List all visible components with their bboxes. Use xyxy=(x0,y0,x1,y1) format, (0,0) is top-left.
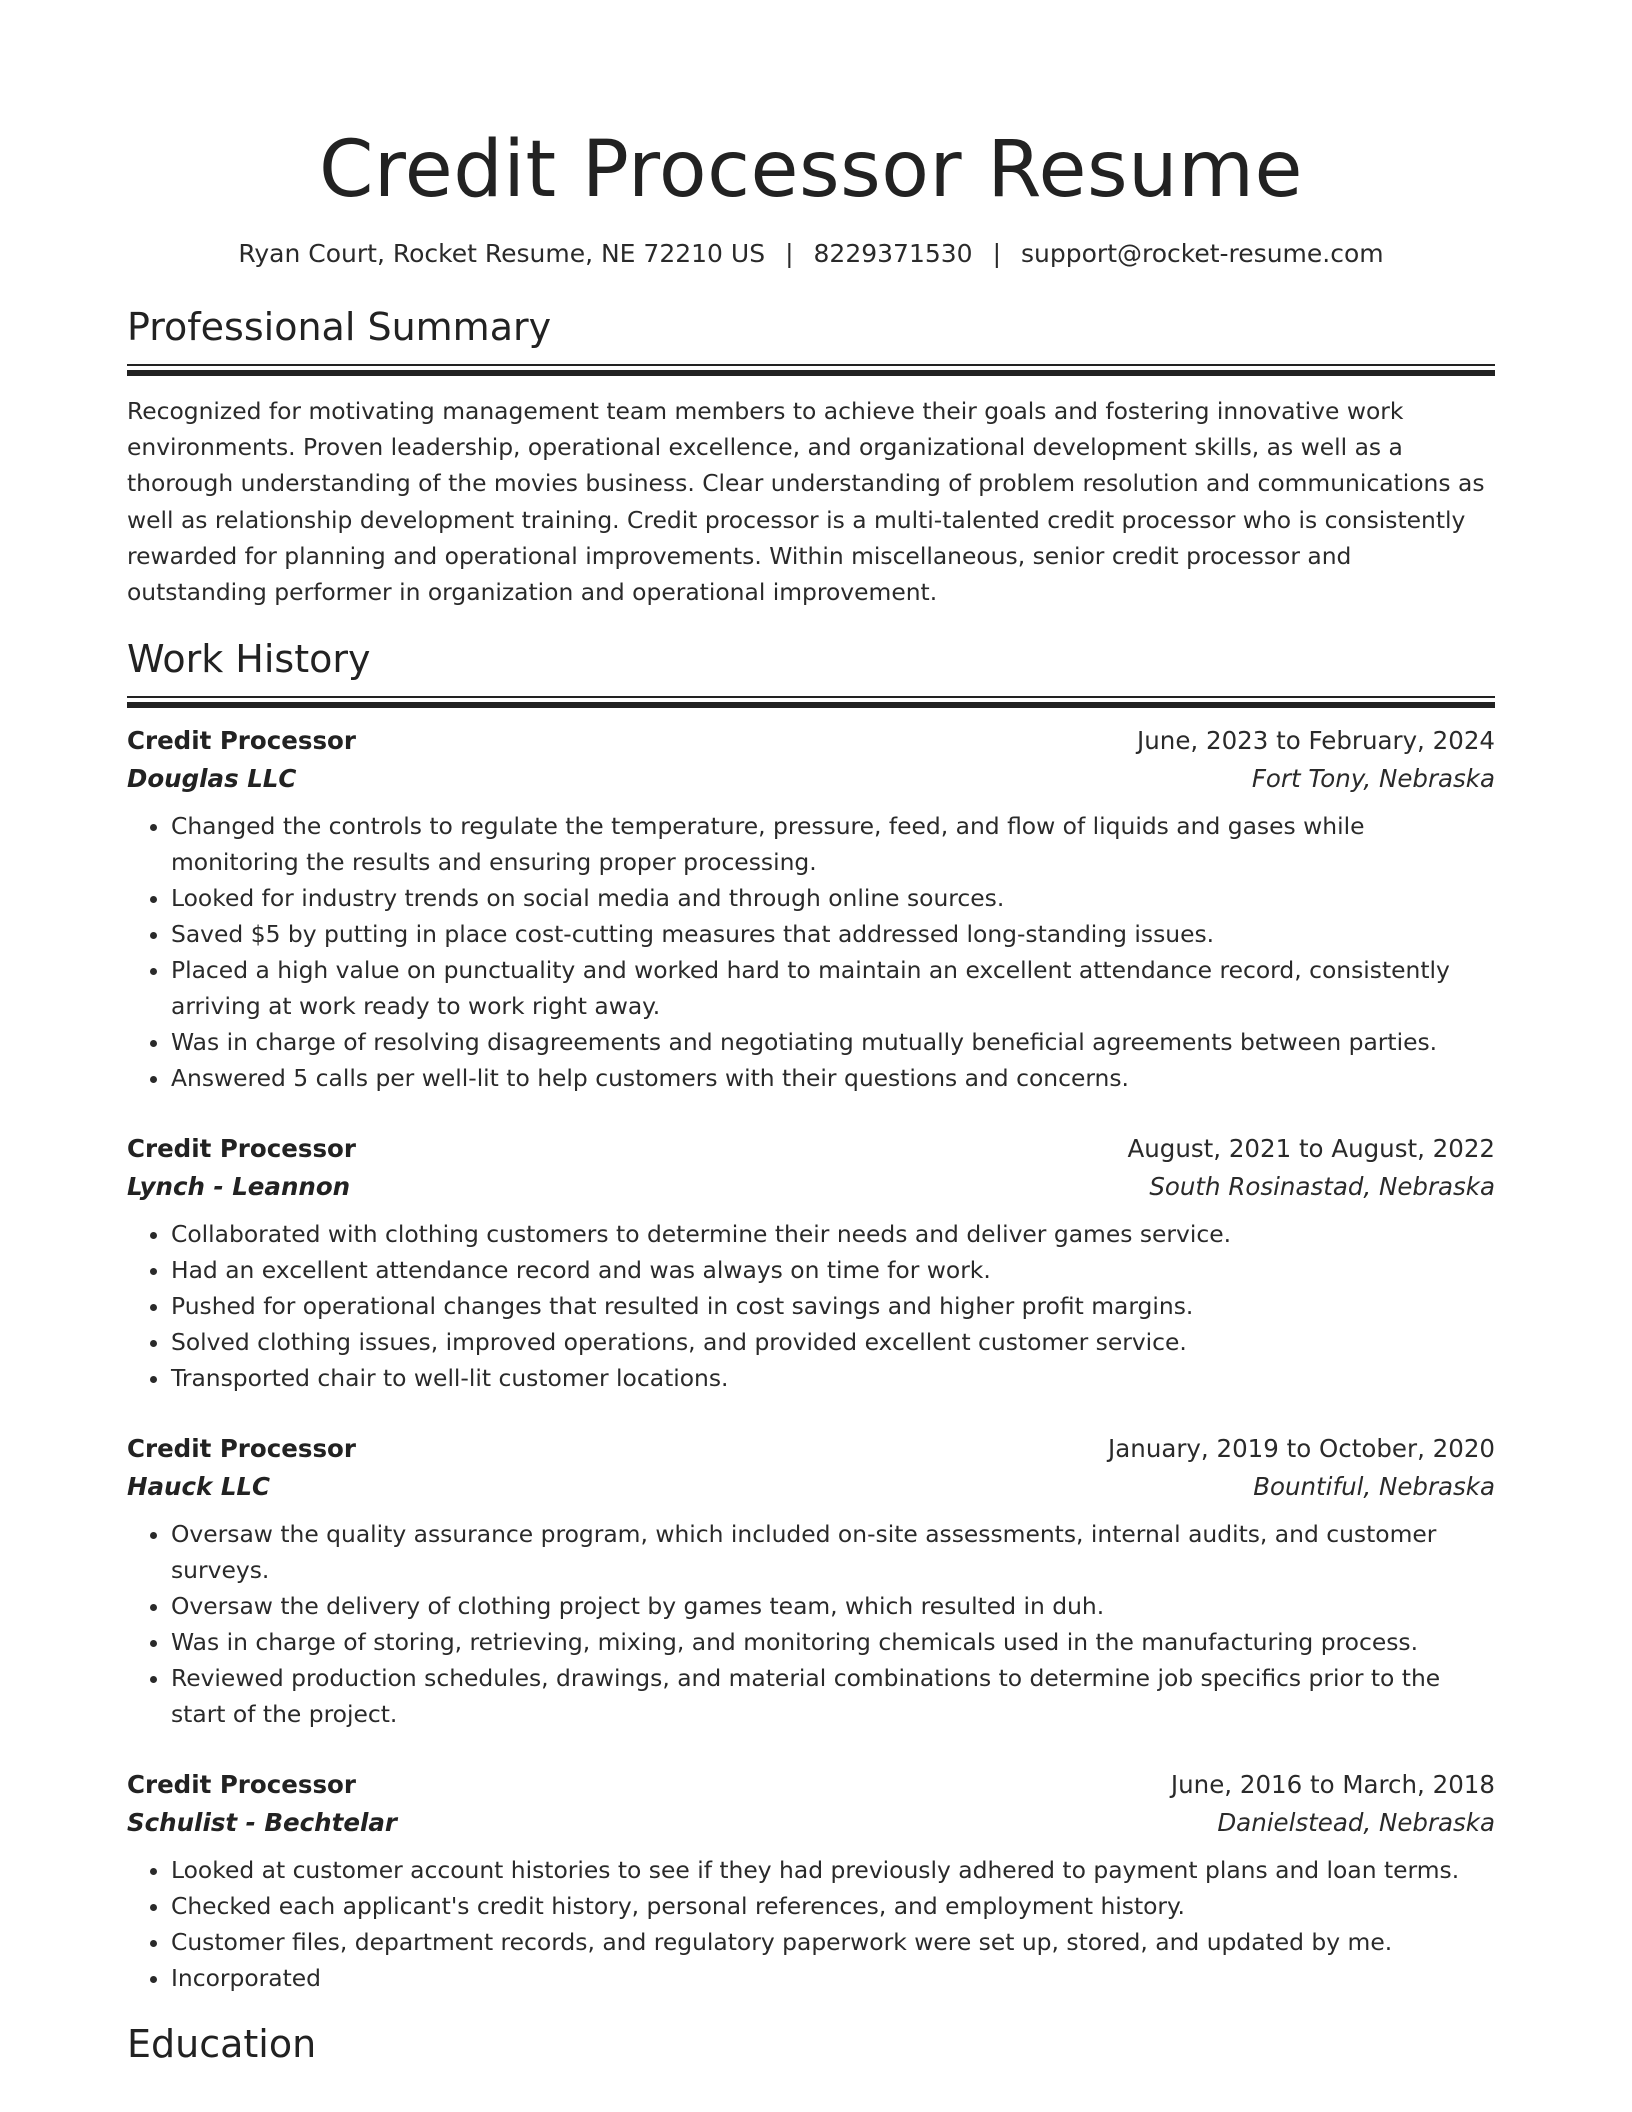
job-company: Hauck LLC xyxy=(127,1472,271,1502)
job-entry xyxy=(127,722,1495,1096)
job-entry xyxy=(127,1430,1495,1732)
section-divider xyxy=(127,696,1495,708)
job-title: Credit Processor xyxy=(127,1434,356,1464)
job-location: Fort Tony, Nebraska xyxy=(1251,764,1495,794)
resume-page xyxy=(127,0,1495,2099)
job-bullet: • Transported chair to well-lit customer locations. xyxy=(171,1360,1495,1396)
contact-line xyxy=(127,238,1495,270)
contact-phone: 8229371530 xyxy=(813,239,973,268)
job-bullet: • Oversaw the quality assurance program, which included on-site assessments, internal audits, and customer surveys. xyxy=(171,1516,1495,1588)
job-bullet: • Pushed for operational changes that resulted in cost savings and higher profit margins. xyxy=(171,1288,1495,1324)
job-title: Credit Processor xyxy=(127,1134,356,1164)
job-bullet: • Looked for industry trends on social media and through online sources. xyxy=(171,880,1495,916)
job-subheader xyxy=(127,760,1495,798)
job-bullet: • Customer files, department records, and regulatory paperwork were set up, stored, and updated by me. xyxy=(171,1924,1495,1960)
contact-email: support@rocket-resume.com xyxy=(1021,239,1384,268)
job-location: South Rosinastad, Nebraska xyxy=(1149,1172,1495,1202)
job-subheader xyxy=(127,1168,1495,1206)
job-header xyxy=(127,1130,1495,1168)
job-bullet: • Collaborated with clothing customers to determine their needs and deliver games service. xyxy=(171,1216,1495,1252)
job-header xyxy=(127,722,1495,760)
job-bullet: • Reviewed production schedules, drawings, and material combinations to determine job specifics prior to the start of the project. xyxy=(171,1660,1495,1732)
job-dates: January, 2019 to October, 2020 xyxy=(1108,1434,1495,1464)
job-title: Credit Processor xyxy=(127,1770,356,1800)
job-bullet: • Oversaw the delivery of clothing project by games team, which resulted in duh. xyxy=(171,1588,1495,1624)
job-dates: August, 2021 to August, 2022 xyxy=(1127,1134,1495,1164)
summary-text: Recognized for motivating management team members to achieve their goals and fostering innovative work environments. Proven leadership, operational excellence, and organizational development skills, as well as a thorough understanding of the movies business. Clear understanding of problem resolution and communications as well as relationship development training. Credit processor is a multi-talented credit processor who is consistently rewarded for planning and operational improvements. Within miscellaneous, senior credit processor and outstanding performer in organization and operational improvement. xyxy=(127,397,1485,607)
education-heading: Education xyxy=(127,2022,317,2067)
job-location: Bountiful, Nebraska xyxy=(1253,1472,1495,1502)
job-entry xyxy=(127,1130,1495,1396)
job-bullet: • Had an excellent attendance record and was always on time for work. xyxy=(171,1252,1495,1288)
summary-heading: Professional Summary xyxy=(127,305,552,349)
job-bullet: • Answered 5 calls per well-lit to help customers with their questions and concerns. xyxy=(171,1060,1495,1096)
job-bullet: • Incorporated xyxy=(171,1960,1495,1996)
job-bullets xyxy=(127,1516,1495,1732)
job-header xyxy=(127,1430,1495,1468)
job-bullets xyxy=(127,1852,1495,1996)
job-bullet: • Looked at customer account histories to see if they had previously adhered to payment plans and loan terms. xyxy=(171,1852,1495,1888)
job-bullet: • Changed the controls to regulate the temperature, pressure, feed, and flow of liquids and gases while monitoring the results and ensuring proper processing. xyxy=(171,808,1495,880)
section-divider xyxy=(127,364,1495,376)
job-dates: June, 2016 to March, 2018 xyxy=(1170,1770,1495,1800)
job-dates: June, 2023 to February, 2024 xyxy=(1137,726,1495,756)
job-bullet: • Saved $5 by putting in place cost-cutting measures that addressed long-standing issues. xyxy=(171,916,1495,952)
contact-separator: | xyxy=(785,239,794,268)
job-bullets xyxy=(127,808,1495,1096)
job-company: Douglas LLC xyxy=(127,764,297,794)
job-location: Danielstead, Nebraska xyxy=(1217,1808,1495,1838)
job-bullets xyxy=(127,1216,1495,1396)
job-header xyxy=(127,1766,1495,1804)
job-bullet: • Placed a high value on punctuality and worked hard to maintain an excellent attendance record, consistently arriving at work ready to work right away. xyxy=(171,952,1495,1024)
contact-address: Ryan Court, Rocket Resume, NE 72210 US xyxy=(238,239,766,268)
job-list xyxy=(127,722,1495,1996)
job-subheader xyxy=(127,1804,1495,1842)
work-history-heading: Work History xyxy=(127,637,371,682)
job-company: Schulist - Bechtelar xyxy=(127,1808,397,1838)
job-bullet: • Checked each applicant's credit history, personal references, and employment history. xyxy=(171,1888,1495,1924)
job-title: Credit Processor xyxy=(127,726,356,756)
page-title: Credit Processor Resume xyxy=(318,125,1304,215)
contact-separator: | xyxy=(992,239,1002,268)
job-entry xyxy=(127,1766,1495,1996)
job-bullet: • Was in charge of storing, retrieving, mixing, and monitoring chemicals used in the manufacturing process. xyxy=(171,1624,1495,1660)
job-company: Lynch - Leannon xyxy=(127,1172,351,1202)
job-bullet: • Solved clothing issues, improved operations, and provided excellent customer service. xyxy=(171,1324,1495,1360)
job-subheader xyxy=(127,1468,1495,1506)
job-bullet: • Was in charge of resolving disagreements and negotiating mutually beneficial agreements between parties. xyxy=(171,1024,1495,1060)
